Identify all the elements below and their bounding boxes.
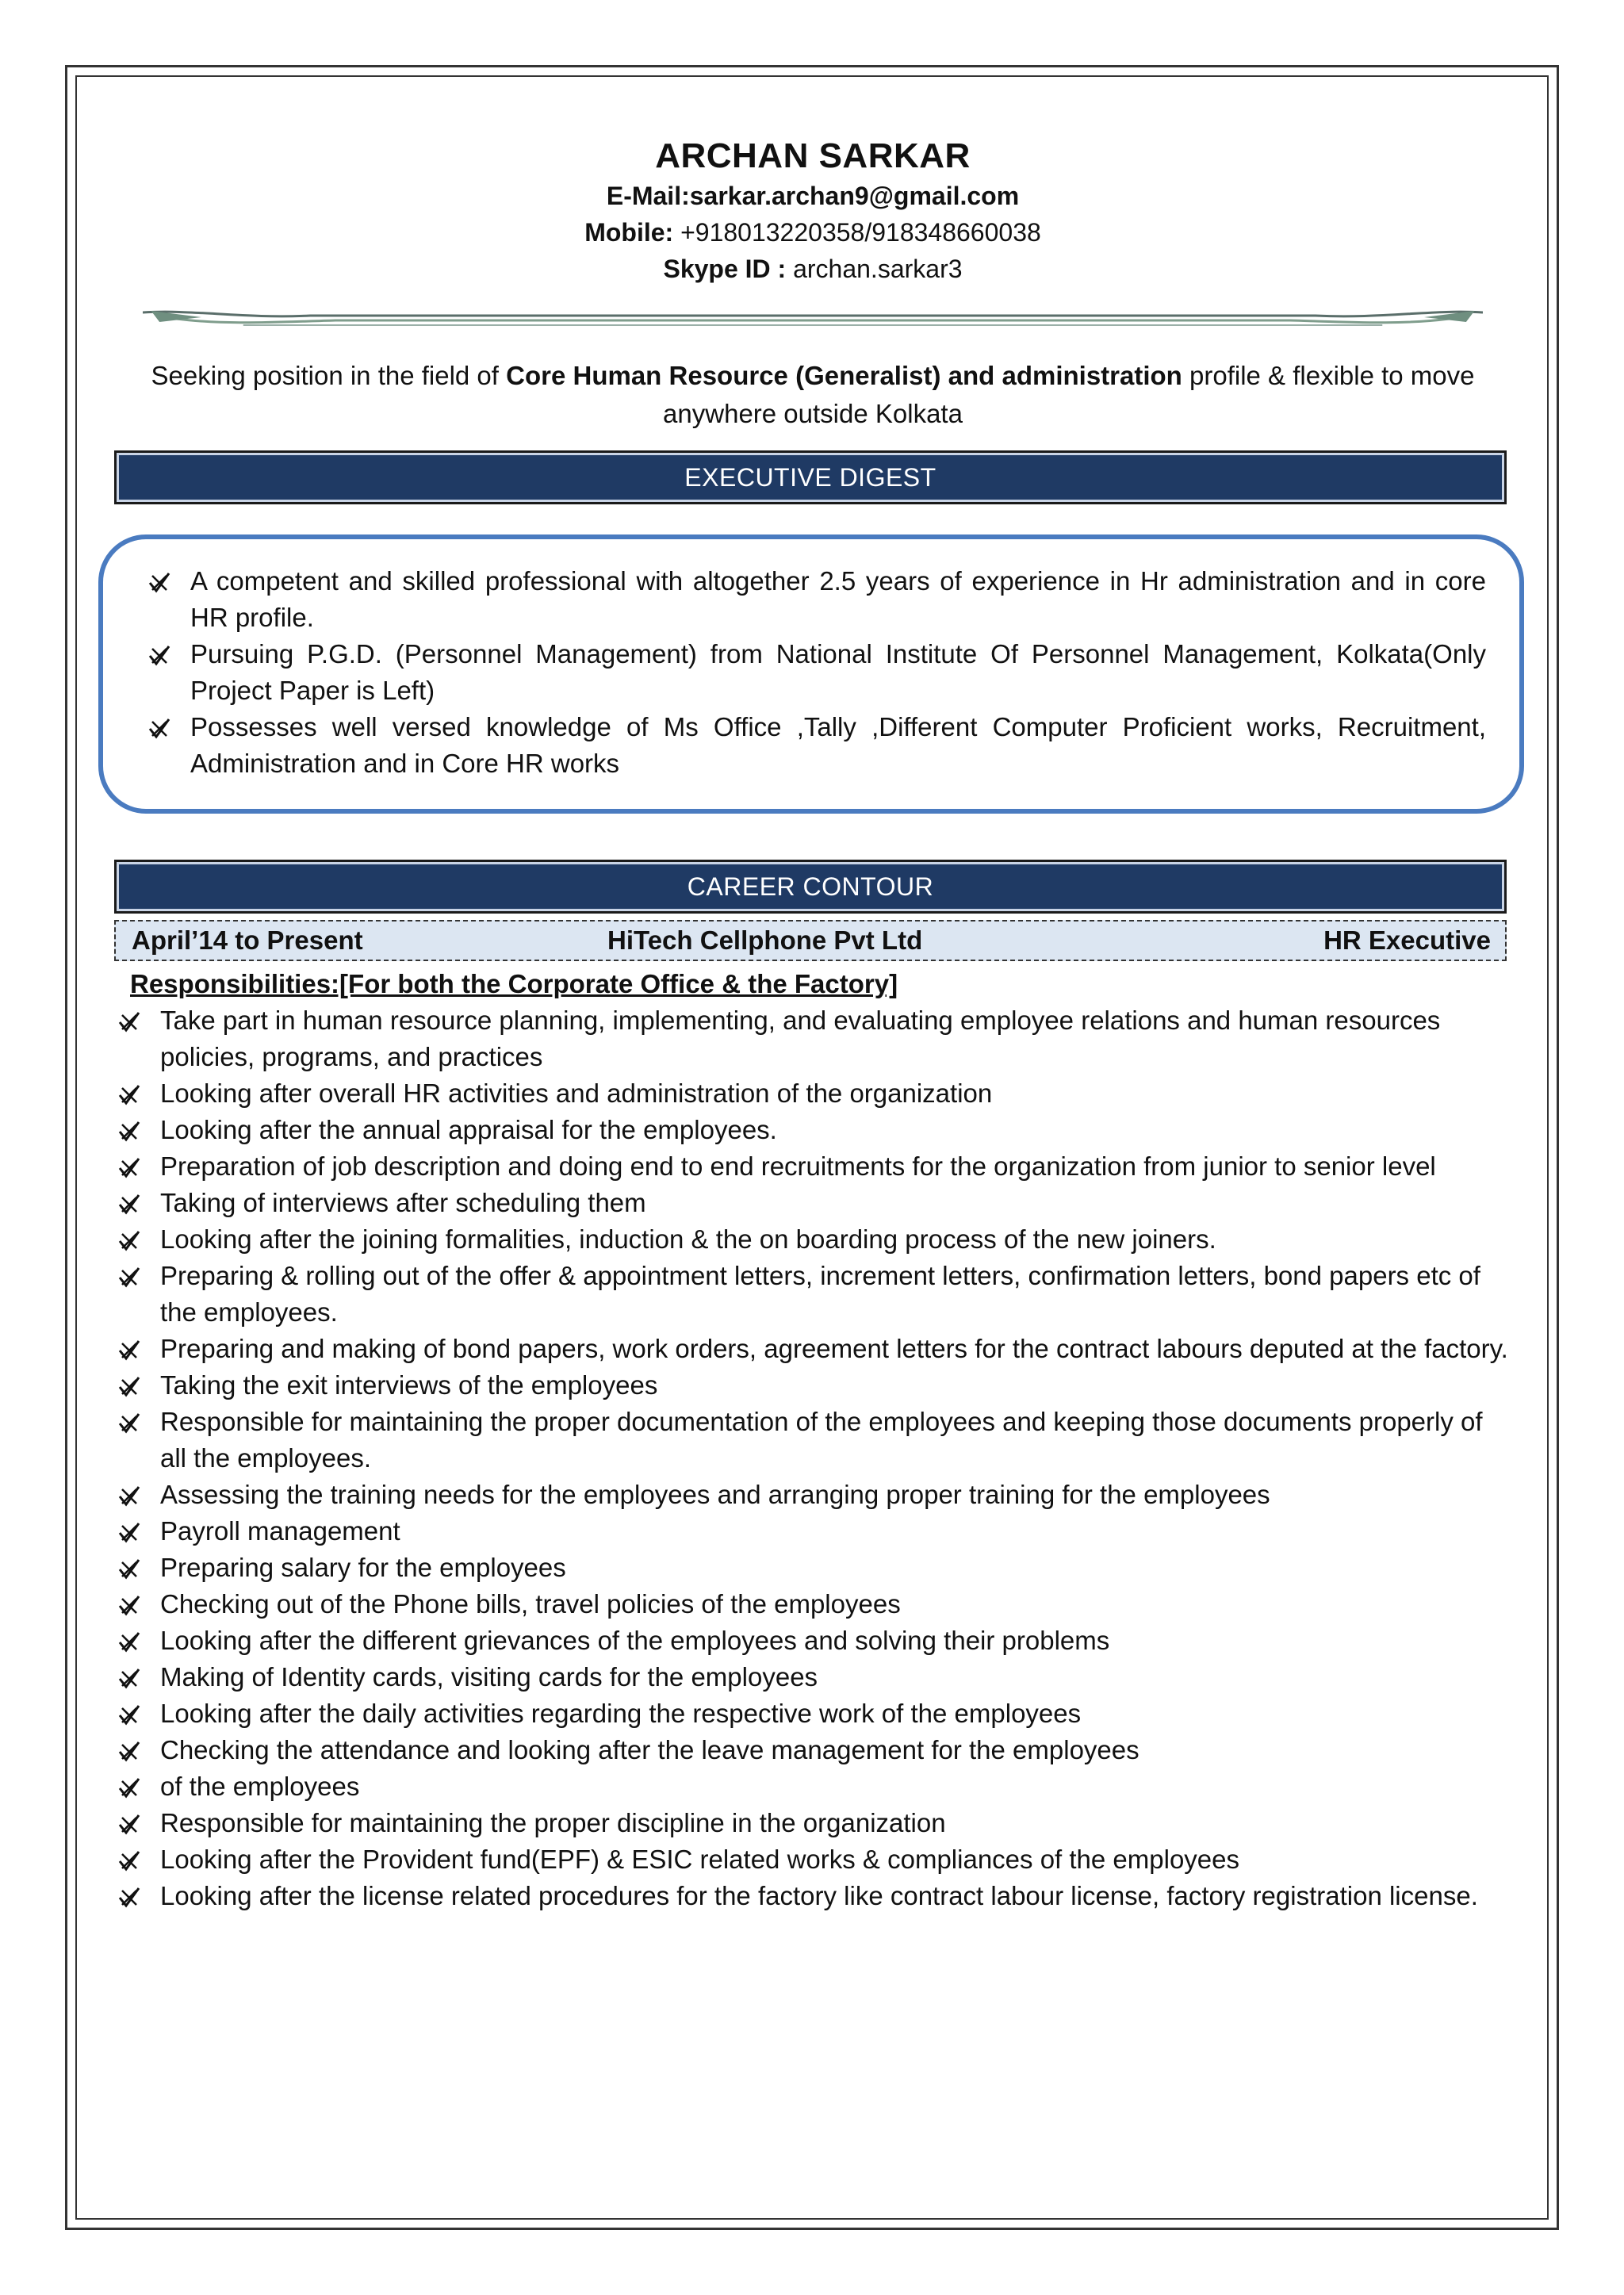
check-bullet-icon — [117, 1412, 141, 1435]
list-item: of the employees — [111, 1768, 1515, 1805]
responsibilities-heading: Responsibilities:[For both the Corporate Office & the Factory] — [130, 969, 898, 998]
responsibilities-list — [111, 1002, 1515, 1914]
list-item: Looking after overall HR activities and administration of the organization — [111, 1075, 1515, 1112]
check-bullet-icon — [117, 1703, 141, 1727]
decorative-divider — [143, 301, 1483, 333]
resume-content — [111, 135, 1515, 1914]
list-item: A competent and skilled professional with altogether 2.5 years of experience in Hr administration and in core HR profile. — [141, 563, 1486, 636]
check-bullet-icon — [117, 1156, 141, 1180]
check-bullet-icon — [117, 1557, 141, 1581]
list-item: Payroll management — [111, 1513, 1515, 1550]
check-bullet-icon — [117, 1521, 141, 1545]
check-bullet-icon — [147, 644, 171, 668]
check-bullet-icon — [117, 1485, 141, 1508]
email-value: sarkar.archan9@gmail.com — [689, 182, 1020, 210]
check-bullet-icon — [117, 1266, 141, 1289]
email-label: E-Mail: — [606, 182, 690, 210]
list-item: Taking of interviews after scheduling them — [111, 1185, 1515, 1221]
list-item: Preparation of job description and doing end to end recruitments for the organization from junior to senior level — [111, 1148, 1515, 1185]
check-bullet-icon — [117, 1229, 141, 1253]
contact-email-line — [111, 178, 1515, 214]
list-item: Responsible for maintaining the proper discipline in the organization — [111, 1805, 1515, 1841]
list-item: Responsible for maintaining the proper documentation of the employees and keeping those documents properly of all the employees. — [111, 1404, 1515, 1477]
list-item: Take part in human resource planning, implementing, and evaluating employee relations and human resources policies, programs, and practices — [111, 1002, 1515, 1075]
check-bullet-icon — [147, 571, 171, 595]
executive-digest-list — [141, 563, 1486, 782]
list-item: Looking after the annual appraisal for the employees. — [111, 1112, 1515, 1148]
list-item: Pursuing P.G.D. (Personnel Management) from National Institute Of Personnel Management, Kolkata(Only Project Paper is Left) — [141, 636, 1486, 709]
check-bullet-icon — [117, 1849, 141, 1873]
list-item: Looking after the different grievances of the employees and solving their problems — [111, 1623, 1515, 1659]
list-item: Taking the exit interviews of the employees — [111, 1367, 1515, 1404]
check-bullet-icon — [117, 1886, 141, 1910]
candidate-name: ARCHAN SARKAR — [655, 136, 971, 175]
check-bullet-icon — [117, 1740, 141, 1764]
list-item: Looking after the license related procedures for the factory like contract labour license, factory registration license. — [111, 1878, 1515, 1914]
check-bullet-icon — [117, 1193, 141, 1216]
check-bullet-icon — [117, 1630, 141, 1654]
executive-digest-box — [98, 534, 1524, 814]
list-item: Preparing and making of bond papers, work orders, agreement letters for the contract labours deputed at the factory. — [111, 1331, 1515, 1367]
list-item: Preparing & rolling out of the offer & appointment letters, increment letters, confirmation letters, bond papers etc of the employees. — [111, 1258, 1515, 1331]
mobile-value: +918013220358/918348660038 — [673, 218, 1041, 247]
career-contour-header: CAREER CONTOUR — [114, 860, 1507, 914]
list-item: Possesses well versed knowledge of Ms Office ,Tally ,Different Computer Proficient works, Recruitment, Administration and in Core HR works — [141, 709, 1486, 782]
list-item: Preparing salary for the employees — [111, 1550, 1515, 1586]
check-bullet-icon — [117, 1594, 141, 1618]
check-bullet-icon — [117, 1667, 141, 1691]
check-bullet-icon — [117, 1813, 141, 1837]
list-item: Assessing the training needs for the employees and arranging proper training for the employees — [111, 1477, 1515, 1513]
check-bullet-icon — [117, 1120, 141, 1144]
check-bullet-icon — [117, 1375, 141, 1399]
executive-digest-header: EXECUTIVE DIGEST — [114, 450, 1507, 504]
job-period: April’14 to Present — [132, 925, 363, 955]
skype-value: archan.sarkar3 — [786, 255, 963, 283]
job-summary-row — [114, 920, 1507, 961]
check-bullet-icon — [117, 1339, 141, 1362]
list-item: Looking after the Provident fund(EPF) & ESIC related works & compliances of the employees — [111, 1841, 1515, 1878]
list-item: Making of Identity cards, visiting cards for the employees — [111, 1659, 1515, 1695]
check-bullet-icon — [117, 1083, 141, 1107]
list-item: Looking after the daily activities regarding the respective work of the employees — [111, 1695, 1515, 1732]
career-objective: Seeking position in the field of Core Human Resource (Generalist) and administration profile & flexible to move anywhere outside Kolkata — [151, 361, 1475, 428]
check-bullet-icon — [117, 1776, 141, 1800]
job-company: HiTech Cellphone Pvt Ltd — [607, 925, 923, 955]
list-item: Checking the attendance and looking after the leave management for the employees — [111, 1732, 1515, 1768]
list-item: Checking out of the Phone bills, travel policies of the employees — [111, 1586, 1515, 1623]
job-role: HR Executive — [1323, 925, 1491, 955]
check-bullet-icon — [117, 1010, 141, 1034]
skype-label: Skype ID : — [663, 255, 787, 283]
contact-mobile-line — [111, 214, 1515, 251]
mobile-label: Mobile: — [584, 218, 674, 247]
check-bullet-icon — [147, 717, 171, 741]
contact-skype-line — [111, 251, 1515, 287]
list-item: Looking after the joining formalities, induction & the on boarding process of the new joiners. — [111, 1221, 1515, 1258]
